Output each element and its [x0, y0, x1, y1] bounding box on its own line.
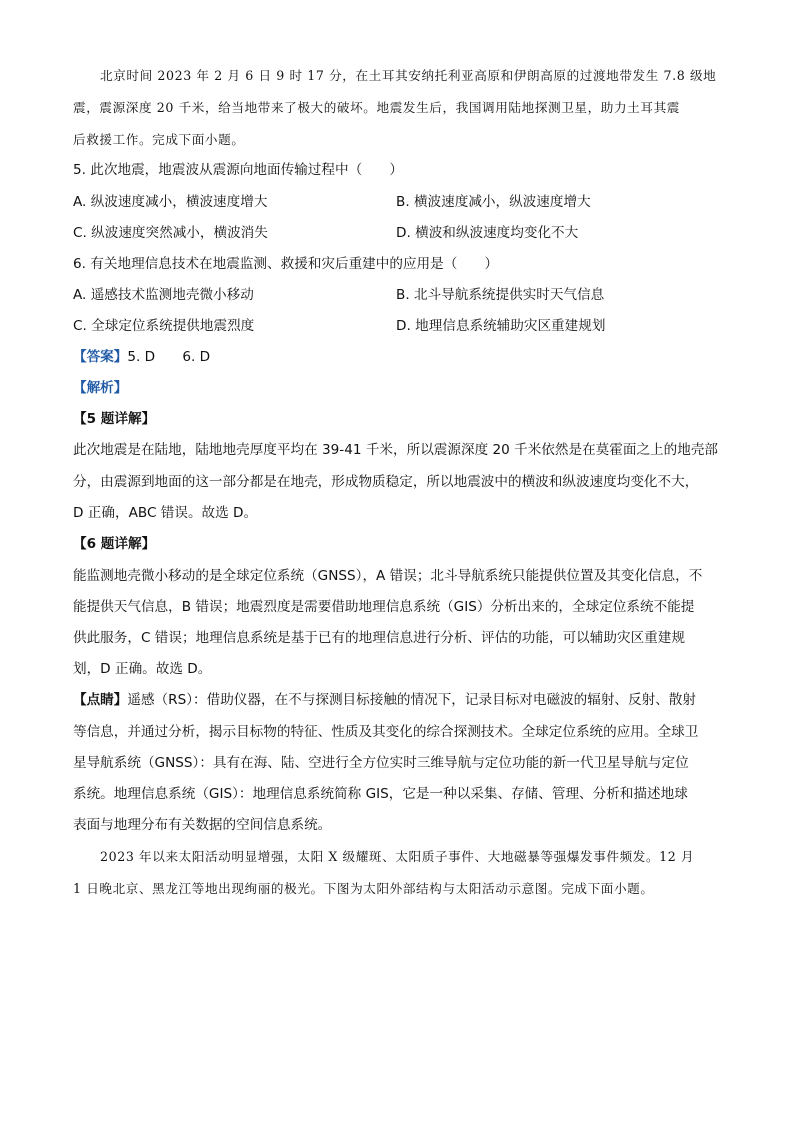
intro-line: 后救援工作。完成下面小题。	[73, 132, 245, 147]
detail-6-line: 能提供天气信息，B 错误；地震烈度是需要借助地理信息系统（GIS）分析出来的，全球定位系统不能提	[73, 599, 695, 615]
question-6-option-a: A. 遥感技术监测地壳微小移动	[73, 287, 254, 303]
answer-row	[73, 347, 210, 367]
analysis-tag: 【解析】	[73, 380, 128, 396]
intro-2-line: 1 日晚北京、黑龙江等地出现绚丽的极光。下图为太阳外部结构与太阳活动示意图。完成下面小题。	[73, 881, 654, 896]
detail-6-line: 划，D 正确。故选 D。	[73, 661, 212, 677]
detail-6-line: 能监测地壳微小移动的是全球定位系统（GNSS），A 错误；北斗导航系统只能提供位置及其变化信息，不	[73, 568, 703, 584]
question-5-option-d: D. 横波和纵波速度均变化不大	[396, 225, 579, 241]
intro-line: 震，震源深度 20 千米，给当地带来了极大的破坏。地震发生后，我国调用陆地探测卫星，助力土耳其震	[73, 100, 680, 115]
tip-row	[73, 690, 696, 710]
tip-line: 星导航系统（GNSS）：具有在海、陆、空进行全方位实时三维导航与定位功能的新一代卫星导航与定位	[73, 755, 689, 771]
question-5-option-a: A. 纵波速度减小，横波速度增大	[73, 194, 268, 210]
detail-5-tag: 【5 题详解】	[73, 411, 156, 427]
intro-2-line: 2023 年以来太阳活动明显增强，太阳 X 级耀斑、太阳质子事件、大地磁暴等强爆发事件频发。12 月	[100, 849, 695, 864]
detail-6-line: 供此服务，C 错误；地理信息系统是基于已有的地理信息进行分析、评估的功能，可以辅助灾区重建规	[73, 630, 685, 646]
question-5-option-c: C. 纵波速度突然减小，横波消失	[73, 225, 268, 241]
detail-5-line: D 正确，ABC 错误。故选 D。	[73, 505, 258, 521]
question-6-stem: 6. 有关地理信息技术在地震监测、救援和灾后重建中的应用是（ ）	[73, 256, 499, 272]
detail-6-tag: 【6 题详解】	[73, 536, 156, 552]
tip-line: 表面与地理分布有关数据的空间信息系统。	[73, 817, 332, 833]
question-6-option-d: D. 地理信息系统辅助灾区重建规划	[396, 318, 606, 334]
tip-first-line: 遥感（RS）：借助仪器，在不与探测目标接触的情况下，记录目标对电磁波的辐射、反射、散射	[127, 692, 696, 708]
tip-line: 等信息，并通过分析，揭示目标物的特征、性质及其变化的综合探测技术。全球定位系统的应用。全球卫	[73, 724, 699, 740]
tip-tag: 【点睛】	[73, 692, 128, 708]
detail-5-line: 此次地震是在陆地，陆地地壳厚度平均在 39-41 千米，所以震源深度 20 千米依然是在莫霍面之上的地壳部	[73, 442, 719, 458]
tip-line: 系统。地理信息系统（GIS）：地理信息系统简称 GIS，它是一种以采集、存储、管理、分析和描述地球	[73, 786, 688, 802]
detail-5-line: 分，由震源到地面的这一部分都是在地壳，形成物质稳定，所以地震波中的横波和纵波速度均变化不大，	[73, 474, 699, 490]
intro-line: 北京时间 2023 年 2 月 6 日 9 时 17 分，在土耳其安纳托利亚高原和伊朗高原的过渡地带发生 7.8 级地	[100, 68, 717, 83]
answer-tag: 【答案】	[73, 349, 128, 365]
question-6-option-c: C. 全球定位系统提供地震烈度	[73, 318, 255, 334]
question-6-option-b: B. 北斗导航系统提供实时天气信息	[396, 287, 605, 303]
question-5-option-b: B. 横波速度减小，纵波速度增大	[396, 194, 591, 210]
question-5-stem: 5. 此次地震，地震波从震源向地面传输过程中（ ）	[73, 162, 403, 178]
answer-text: 5. D 6. D	[127, 349, 211, 365]
